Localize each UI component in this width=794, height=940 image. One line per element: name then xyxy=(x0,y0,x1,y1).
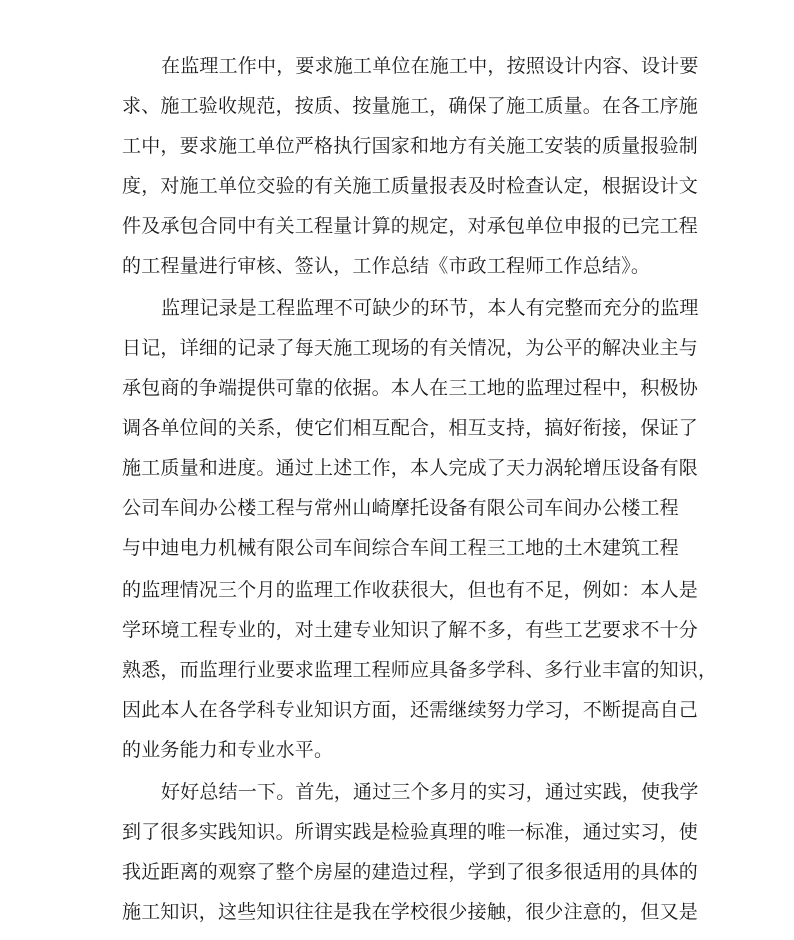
text-line: 度，对施工单位交验的有关施工质量报表及时检查认定，根据设计文 xyxy=(122,175,699,197)
text-line: 公司车间办公楼工程与常州山崎摩托设备有限公司车间办公楼工程 xyxy=(122,497,679,519)
text-line: 施工知识，这些知识往往是我在学校很少接触，很少注意的，但又是 xyxy=(122,901,699,923)
text-line: 承包商的争端提供可靠的依据。本人在三工地的监理过程中，积极协 xyxy=(122,377,699,399)
text-line: 的监理情况三个月的监理工作收获很大，但也有不足，例如：本人是 xyxy=(122,579,699,601)
text-line: 施工质量和进度。通过上述工作，本人完成了天力涡轮增压设备有限 xyxy=(122,457,699,479)
text-line: 工中，要求施工单位严格执行国家和地方有关施工安装的质量报验制 xyxy=(122,135,699,157)
text-line: 日记，详细的记录了每天施工现场的有关情况，为公平的解决业主与 xyxy=(122,337,699,359)
text-line: 的业务能力和专业水平。 xyxy=(122,739,334,761)
text-line: 调各单位间的关系，使它们相互配合，相互支持，搞好衔接，保证了 xyxy=(122,417,699,439)
text-line: 我近距离的观察了整个房屋的建造过程，学到了很多很适用的具体的 xyxy=(122,861,699,883)
text-line: 到了很多实践知识。所谓实践是检验真理的唯一标准，通过实习，使 xyxy=(122,821,699,843)
text-line: 的工程量进行审核、签认，工作总结《市政工程师工作总结》。 xyxy=(122,255,651,277)
text-line: 件及承包合同中有关工程量计算的规定，对承包单位申报的已完工程 xyxy=(122,215,699,237)
text-line: 监理记录是工程监理不可缺少的环节，本人有完整而充分的监理 xyxy=(161,297,699,319)
text-line: 与中迪电力机械有限公司车间综合车间工程三工地的土木建筑工程 xyxy=(122,537,679,559)
text-line: 求、施工验收规范，按质、按量施工，确保了施工质量。在各工序施 xyxy=(122,95,699,117)
text-line: 好好总结一下。首先，通过三个多月的实习，通过实践，使我学 xyxy=(161,781,699,803)
text-line: 在监理工作中，要求施工单位在施工中，按照设计内容、设计要 xyxy=(161,55,699,77)
text-line: 学环境工程专业的，对土建专业知识了解不多，有些工艺要求不十分 xyxy=(122,619,699,641)
text-line: 因此本人在各学科专业知识方面，还需继续努力学习，不断提高自己 xyxy=(122,699,699,721)
text-line: 熟悉，而监理行业要求监理工程师应具备多学科、多行业丰富的知识， xyxy=(122,659,718,681)
